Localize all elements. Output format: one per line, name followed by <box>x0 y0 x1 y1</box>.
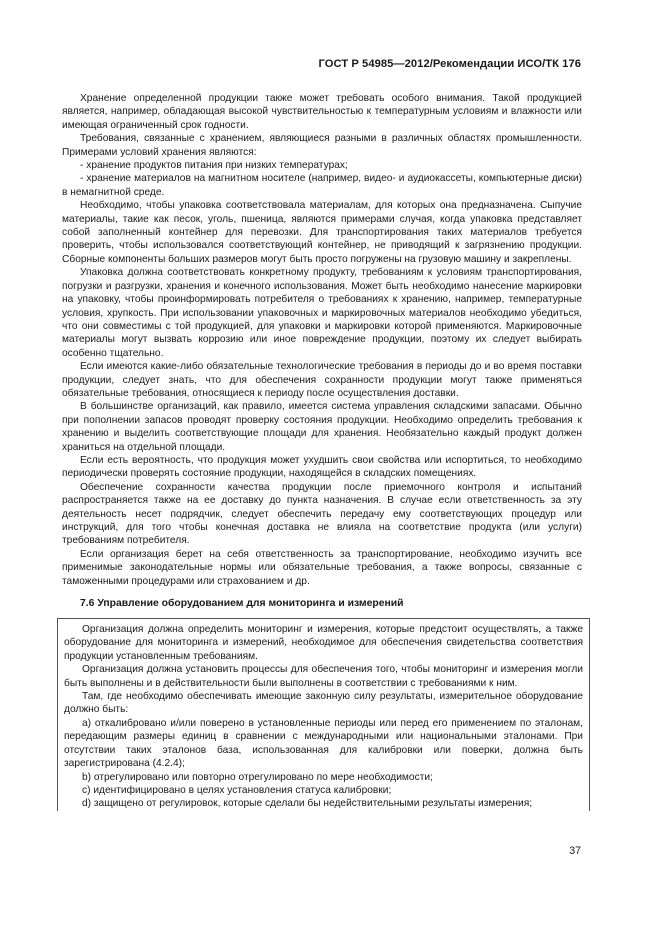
paragraph: Если есть вероятность, что продукция может ухудшить свои свойства или испортиться, то необходимо периодически проверять состояние продукции, находящейся в складских помещениях. <box>62 454 582 480</box>
paragraph: Упаковка должна соответствовать конкретному продукту, требованиям к условиям транспортирования, погрузки и разгрузки, хранения и конечного использования. Может быть необходимо нанесение маркировки на упаковку, чтобы проинформировать потребителя о требованиях к хранению, например, температурные условия, хрупкость. При использовании упаковочных и маркировочных материалов необходимо убедиться, что они совместимы с той продукцией, для упаковки и маркировки которой применяются. Маркировочные материалы могут вызвать коррозию или иное повреждение продукции, поэтому их следует выбирать особенно тщательно. <box>62 267 582 359</box>
paragraph: Обеспечение сохранности качества продукции после приемочного контроля и испытаний распространяется также на ее доставку до пункта назначения. В случае если ответственность за эту деятельность несет подрядчик, следует обеспечить передачу ему соответствующих процедур или инструкций, для того чтобы конечная доставка не влияла на соответствие продукта (или услуги) требованиям потребителя. <box>62 481 582 547</box>
paragraph: В большинстве организаций, как правило, имеется система управления складскими запасами. Обычно при пополнении запасов проводят проверку состояния продукции. Необходимо определить требования к хранению и выделить соответствующие площади для хранения. Необязательно каждый продукт должен храниться на отдельной площади. <box>62 401 582 453</box>
list-item: - хранение материалов на магнитном носителе (например, видео- и аудиокассеты, компьютерные диски) в немагнитной среде. <box>62 173 582 198</box>
paragraph: Хранение определенной продукции также может требовать особого внимания. Такой продукцией является, например, обладающая высокой чувствительностью к температурным условиям и влажности или имеющая ограниченный срок годности. <box>62 93 582 131</box>
box-paragraph: Организация должна определить мониторинг и измерения, которые предстоит осуществлять, а также оборудование для мониторинга и измерений, необходимое для обеспечения свидетельства соответствия продукции установленным требованиям. <box>64 624 583 662</box>
requirements-box <box>57 618 590 811</box>
box-list-item: а) откалибровано и/или поверено в установленные периоды или перед его применением по эталонам, передающим размеры единиц в сравнении с международными или национальными эталонами. При отсутствии таких эталонов база, использованная для калибровки или поверки, должна быть зарегистрирована (4.2.4); <box>64 717 583 770</box>
box-list-item: с) идентифицировано в целях установления статуса калибровки; <box>82 784 392 796</box>
document-body <box>62 92 582 811</box>
document-header: ГОСТ Р 54985—2012/Рекомендации ИСО/ТК 176 <box>318 58 581 70</box>
box-paragraph: Организация должна установить процессы для обеспечения того, чтобы мониторинг и измерения могли быть выполнены и в действительности были выполнены в соответствии с требованиями к ним. <box>64 664 583 689</box>
box-list-item: d) защищено от регулировок, которые сделали бы недействительными результаты измерения; <box>82 798 533 810</box>
section-heading: 7.6 Управление оборудованием для мониторинга и измерений <box>80 598 404 610</box>
box-paragraph: Там, где необходимо обеспечивать имеющие законную силу результаты, измерительное оборудование должно быть: <box>64 691 583 716</box>
paragraph: Требования, связанные с хранением, являющиеся разными в различных областях промышленности. Примерами условий хранения являются: <box>62 133 582 158</box>
list-item: - хранение продуктов питания при низких температурах; <box>80 160 348 172</box>
paragraph: Необходимо, чтобы упаковка соответствовала материалам, для которых она предназначена. Сыпучие материалы, такие как песок, уголь, пшеница, являются примерами случая, когда упаковка представляет собой заполненный контейнер для перевозки. Для транспортирования таких материалов требуется проверить, чтобы использовался соответствующий контейнер, не приводящий к загрязнению продукции. Сборные компоненты больших размеров могут быть просто погружены на грузовую машину и закреплены. <box>62 200 582 265</box>
paragraph: Если организация берет на себя ответственность за транспортирование, необходимо изучить все применимые законодательные нормы или обязательные требования, а также вопросы, связанные с таможенными процедурами или страхованием и др. <box>62 548 582 587</box>
page-number: 37 <box>569 845 581 857</box>
paragraph: Если имеются какие-либо обязательные технологические требования в периоды до и во время поставки продукции, следует знать, что для обеспечения сохранности продукции могут также применяться обязательные требования, относящиеся к периоду после осуществления доставки. <box>62 361 582 399</box>
box-list-item: b) отрегулировано или повторно отрегулировано по мере необходимости; <box>82 771 433 783</box>
